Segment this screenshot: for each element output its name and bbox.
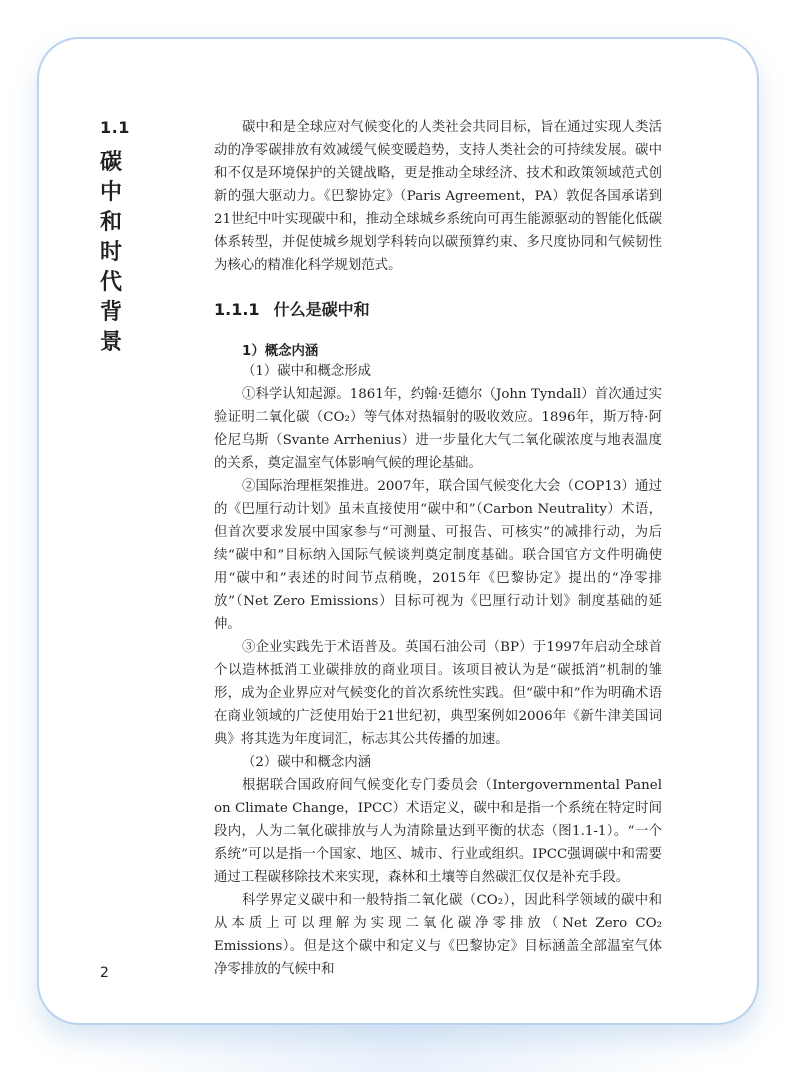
subsection-title: 什么是碳中和 [273,300,370,319]
section-number: 1.1 [100,118,130,137]
body-block [214,360,662,981]
page-number: 2 [100,965,109,981]
section-title: 碳中和时代背景 [100,150,123,355]
concept-heading: 1）概念内涵 [242,344,319,359]
intro-paragraph: 碳中和是全球应对气候变化的人类社会共同目标，旨在通过实现人类活动的净零碳排放有效减缓气候变暖趋势，支持人类社会的可持续发展。碳中和不仅是环境保护的关键战略，更是推动全球经济、技术和政策领域范式创新的强大驱动力。《巴黎协定》（Paris Agreement，PA）敦促各国承诺到21世纪中叶实现碳中和，推动全球城乡系统向可再生能源驱动的智能化低碳体系转型，并促使城乡规划学科转向以碳预算约束、多尺度协同和气候韧性为核心的精准化科学规划范式。 [214,120,662,273]
paragraph-sub-heading-2: （2）碳中和概念内涵 [242,755,372,770]
paragraph-scientific-definition: 科学界定义碳中和一般特指二氧化碳（CO₂），因此科学领域的碳中和从本质上可以理解为实现二氧化碳净零排放（Net Zero CO₂ Emissions）。但是这个碳中和定义与《巴黎协定》目标涵盖全部温室气体净零排放的气候中和 [214,893,662,977]
subsection-heading [214,297,384,320]
paragraph-ipcc-definition: 根据联合国政府间气候变化专门委员会（Intergovernmental Panel on Climate Change，IPCC）术语定义，碳中和是指一个系统在特定时间段内，人为二氧化碳排放与人为清除量达到平衡的状态（图1.1-1）。“一个系统”可以是指一个国家、地区、城市、行业或组织。IPCC强调碳中和需要通过工程碳移除技术来实现，森林和土壤等自然碳汇仅仅是补充手段。 [214,778,662,885]
subsection-number: 1.1.1 [214,300,260,319]
paragraph-scientific-origin: ①科学认知起源。1861年，约翰·廷德尔（John Tyndall）首次通过实验证明二氧化碳（CO₂）等气体对热辐射的吸收效应。1896年，斯万特·阿伦尼乌斯（Svante Arrhenius）进一步量化大气二氧化碳浓度与地表温度的关系，奠定温室气体影响气候的理论基础。 [214,387,662,471]
paragraph-international-governance: ②国际治理框架推进。2007年，联合国气候变化大会（COP13）通过的《巴厘行动计划》虽未直接使用“碳中和”（Carbon Neutrality）术语，但首次要求发展中国家参与“可测量、可报告、可核实”的减排行动，为后续“碳中和”目标纳入国际气候谈判奠定制度基础。联合国官方文件明确使用“碳中和”表述的时间节点稍晚，2015年《巴黎协定》提出的“净零排放”（Net Zero Emissions）目标可视为《巴厘行动计划》制度基础的延伸。 [214,479,662,632]
paragraph-sub-heading-1: （1）碳中和概念形成 [242,364,372,379]
paragraph-corporate-practice: ③企业实践先于术语普及。英国石油公司（BP）于1997年启动全球首个以造林抵消工业碳排放的商业项目。该项目被认为是“碳抵消”机制的雏形，成为企业界应对气候变化的首次系统性实践。但“碳中和”作为明确术语在商业领域的广泛使用始于21世纪初，典型案例如2006年《新牛津美国词典》将其选为年度词汇，标志其公共传播的加速。 [214,640,662,747]
